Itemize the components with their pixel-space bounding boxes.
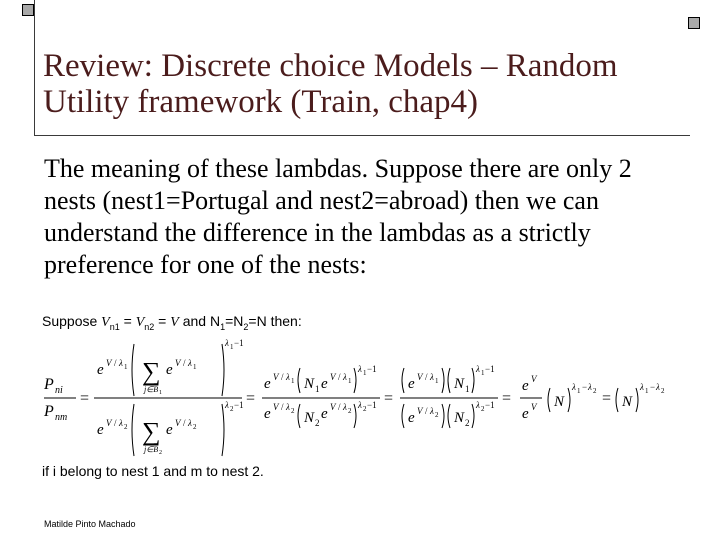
svg-text:λ: λ [588,382,592,392]
title-divider [34,135,690,136]
svg-text:/: / [183,358,186,368]
svg-text:1: 1 [465,384,470,394]
svg-text:V: V [273,372,279,382]
svg-text:λ: λ [286,372,290,382]
svg-text:e: e [522,378,529,394]
svg-text:2: 2 [348,407,352,415]
svg-text:j∈B: j∈B [144,445,159,454]
svg-text:λ: λ [476,400,480,410]
svg-text:V: V [175,358,181,368]
svg-text:V: V [273,402,279,412]
svg-text:2: 2 [465,418,470,428]
svg-text:e: e [166,422,173,438]
svg-text:N: N [622,394,633,410]
svg-text:λ: λ [640,382,644,392]
svg-text:λ: λ [430,406,434,416]
svg-text:−1: −1 [367,364,377,374]
svg-text:e: e [264,406,271,422]
svg-text:2: 2 [159,450,162,456]
svg-text:N: N [304,410,315,426]
svg-text:V: V [106,358,112,368]
svg-text:1: 1 [348,377,352,385]
svg-text:2: 2 [230,405,234,413]
svg-text:−1: −1 [234,338,244,348]
svg-text:N: N [454,410,465,426]
svg-text:λ: λ [188,418,192,428]
svg-text:2: 2 [481,405,485,413]
corner-square-top-left [22,4,34,16]
svg-text:e: e [522,406,529,422]
svg-text:=: = [246,390,256,407]
svg-text:N: N [454,376,465,392]
svg-text:2: 2 [193,423,197,431]
corner-square-top-right [688,17,700,29]
svg-text:V: V [330,402,336,412]
svg-text:e: e [321,406,328,422]
nested-logit-formula [42,300,682,490]
svg-text:2: 2 [661,387,665,395]
svg-text:=: = [602,390,612,407]
svg-text:P: P [44,376,54,393]
svg-text:λ: λ [656,382,660,392]
svg-text:/: / [281,402,284,412]
svg-text:nm: nm [55,412,68,423]
svg-text:V: V [330,372,336,382]
svg-text:−: − [582,382,588,392]
svg-text:λ: λ [343,402,347,412]
svg-text:j∈B: j∈B [144,385,159,394]
title-left-rule [34,0,35,136]
svg-text:/: / [114,358,117,368]
svg-text:2: 2 [593,387,597,395]
svg-text:1: 1 [315,384,320,394]
svg-text:2: 2 [124,423,128,431]
svg-text:1: 1 [159,390,162,396]
svg-text:/: / [338,402,341,412]
svg-text:V: V [417,372,423,382]
svg-text:λ: λ [343,372,347,382]
svg-text:/: / [338,372,341,382]
svg-text:2: 2 [435,411,439,419]
svg-text:λ: λ [225,338,229,348]
svg-text:e: e [97,362,104,378]
svg-text:=: = [502,390,512,407]
svg-text:∑: ∑ [142,357,161,386]
svg-text:e: e [321,376,328,392]
svg-text:∑: ∑ [142,417,161,446]
svg-text:V: V [175,418,181,428]
svg-text:=: = [80,390,90,407]
formula-conclusion: if i belong to nest 1 and m to nest 2. [42,463,264,479]
svg-text:/: / [114,418,117,428]
svg-text:λ: λ [572,382,576,392]
svg-text:2: 2 [315,418,320,428]
svg-text:λ: λ [286,402,290,412]
svg-text:1: 1 [230,343,234,351]
svg-text:1: 1 [481,369,485,377]
svg-text:V: V [417,406,423,416]
slide-footer-author: Matilde Pinto Machado [44,519,136,529]
svg-text:2: 2 [291,407,295,415]
svg-text:1: 1 [291,377,295,385]
svg-text:=: = [384,390,394,407]
svg-text:λ: λ [476,364,480,374]
svg-text:V: V [106,418,112,428]
svg-text:e: e [408,410,415,426]
svg-text:/: / [183,418,186,428]
svg-text:N: N [554,394,565,410]
svg-text:V: V [531,402,537,412]
svg-text:−1: −1 [485,400,495,410]
svg-text:/: / [281,372,284,382]
svg-text:1: 1 [363,369,367,377]
svg-text:ni: ni [55,385,63,396]
svg-text:1: 1 [435,377,439,385]
svg-text:e: e [408,376,415,392]
svg-text:e: e [166,362,173,378]
svg-text:e: e [264,376,271,392]
svg-text:−: − [650,382,656,392]
svg-text:−1: −1 [367,400,377,410]
svg-text:λ: λ [188,358,192,368]
slide-title: Review: Discrete choice Models – Random Utility framework (Train, chap4) [43,48,618,120]
svg-text:λ: λ [358,400,362,410]
svg-text:λ: λ [225,400,229,410]
svg-text:−1: −1 [234,400,244,410]
svg-text:1: 1 [193,363,197,371]
svg-text:Suppose Vn1 = Vn2 = V and N1=: Suppose $V_{n1} = V_{n2} = V$ and $N_1=N_2=N$ then: [42,313,302,332]
svg-text:λ: λ [119,358,123,368]
svg-text:/: / [425,372,428,382]
svg-text:2: 2 [363,405,367,413]
svg-text:P: P [44,403,54,420]
svg-text:λ: λ [358,364,362,374]
svg-text:λ: λ [119,418,123,428]
svg-text:e: e [97,422,104,438]
svg-text:N: N [304,376,315,392]
svg-text:1: 1 [577,387,581,395]
svg-text:−1: −1 [485,364,495,374]
svg-text:1: 1 [124,363,128,371]
svg-text:/: / [425,406,428,416]
svg-text:V: V [531,374,537,384]
svg-text:1: 1 [645,387,649,395]
svg-text:λ: λ [430,372,434,382]
slide-body-text: The meaning of these lambdas. Suppose there are only 2 nests (nest1=Portugal and nest2=abroad) then we can understand the difference in the lambdas as a strictly preference for one of the nests: [44,154,632,279]
